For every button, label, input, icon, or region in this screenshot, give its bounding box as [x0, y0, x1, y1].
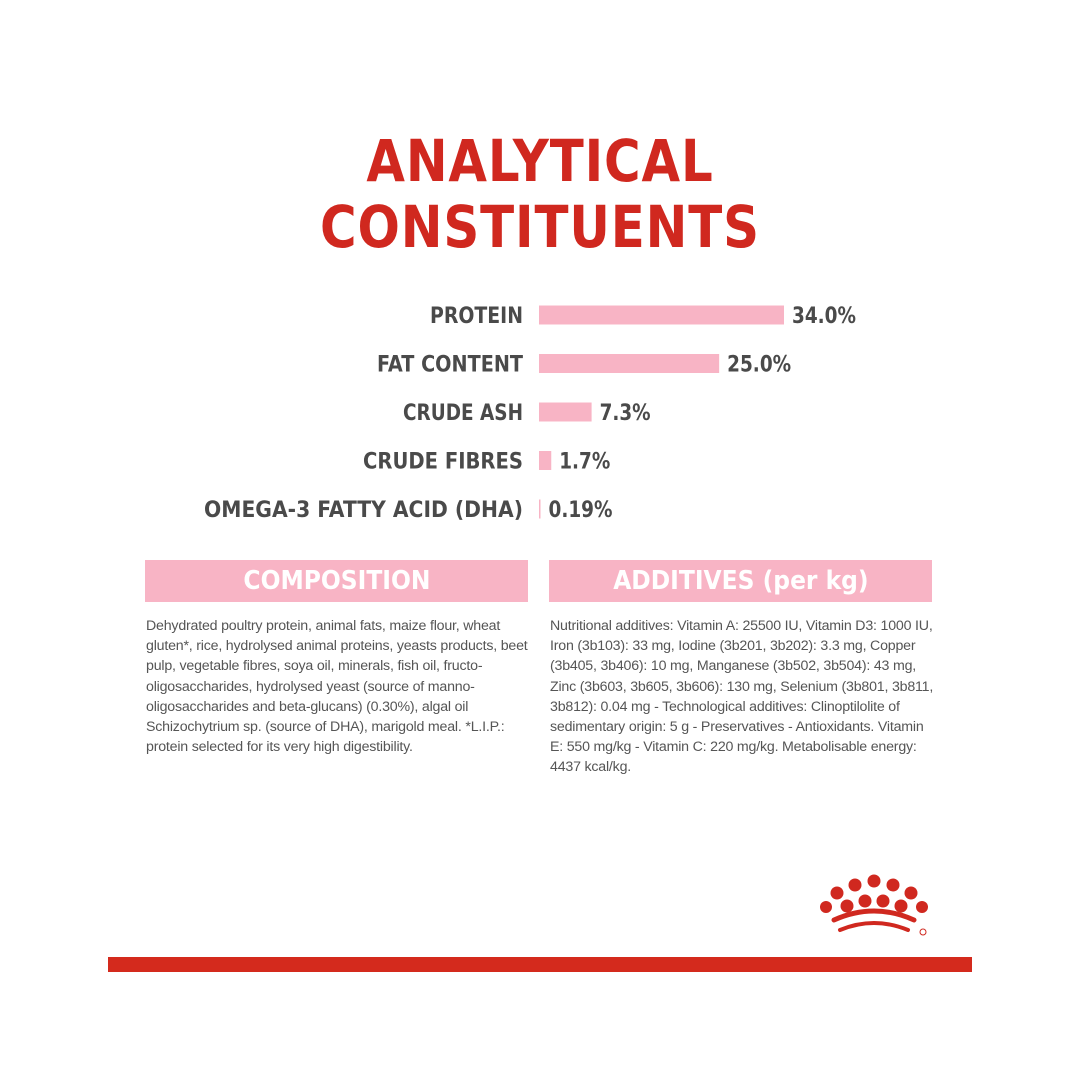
- value-label: 7.3%: [599, 401, 651, 426]
- composition-text: Dehydrated poultry protein, animal fats, maize flour, wheat gluten*, rice, hydrolysed animal proteins, yeasts products, beet pulp, vegetable fibres, soya oil, minerals, fish oil, fructo-oligosaccharides, hydrolysed yeast (source of manno-oligosaccharides and beta-glucans) (0.30%), algal oil Schizochytrium sp. (source of DHA), marigold meal. *L.I.P.: protein selected for its very high digestibility.: [146, 618, 528, 756]
- bar: [539, 451, 551, 470]
- bar: [539, 306, 784, 325]
- category-label: PROTEIN: [430, 304, 523, 329]
- page-title: [76, 128, 1005, 260]
- bar: [539, 500, 541, 519]
- category-label: CRUDE FIBRES: [363, 449, 523, 475]
- category-label: OMEGA-3 FATTY ACID (DHA): [204, 498, 523, 523]
- bar: [539, 354, 719, 373]
- value-label: 0.19%: [548, 498, 613, 523]
- bar: [539, 403, 592, 422]
- title-line-2: CONSTITUENTS: [320, 193, 760, 261]
- category-label: FAT CONTENT: [377, 352, 523, 378]
- additives-text: Nutritional additives: Vitamin A: 25500 IU, Vitamin D3: 1000 IU, Iron (3b103): 33 mg, Iodine (3b201, 3b202): 3.3 mg, Copper (3b405, 3b406): 10 mg, Manganese (3b502, 3b504): 43 mg, Zinc (3b603, 3b605, 3b606): 130 mg, Selenium (3b801, 3b811, 3b812): 0.04 mg - Technological additives: Clinoptilolite of sedimentary origin: 5 g - Preservatives - Antioxidants. Vitamin E: 550 mg/kg - Vitamin C: 220 mg/kg. Metabolisable energy: 4437 kcal/kg.: [550, 618, 934, 776]
- additives-header: [549, 560, 932, 602]
- title-line-1: ANALYTICAL: [366, 127, 714, 195]
- category-label: CRUDE ASH: [403, 401, 523, 426]
- footer-bar: [108, 957, 972, 972]
- value-label: 34.0%: [792, 304, 856, 329]
- composition-header-label: COMPOSITION: [242, 566, 431, 596]
- composition-header: [145, 560, 528, 602]
- value-label: 25.0%: [727, 352, 792, 378]
- crown-logo-icon: [818, 872, 934, 938]
- analytical-constituents-chart: [0, 285, 1080, 535]
- value-label: 1.7%: [559, 449, 611, 475]
- additives-header-label: ADDITIVES (per kg): [612, 566, 869, 596]
